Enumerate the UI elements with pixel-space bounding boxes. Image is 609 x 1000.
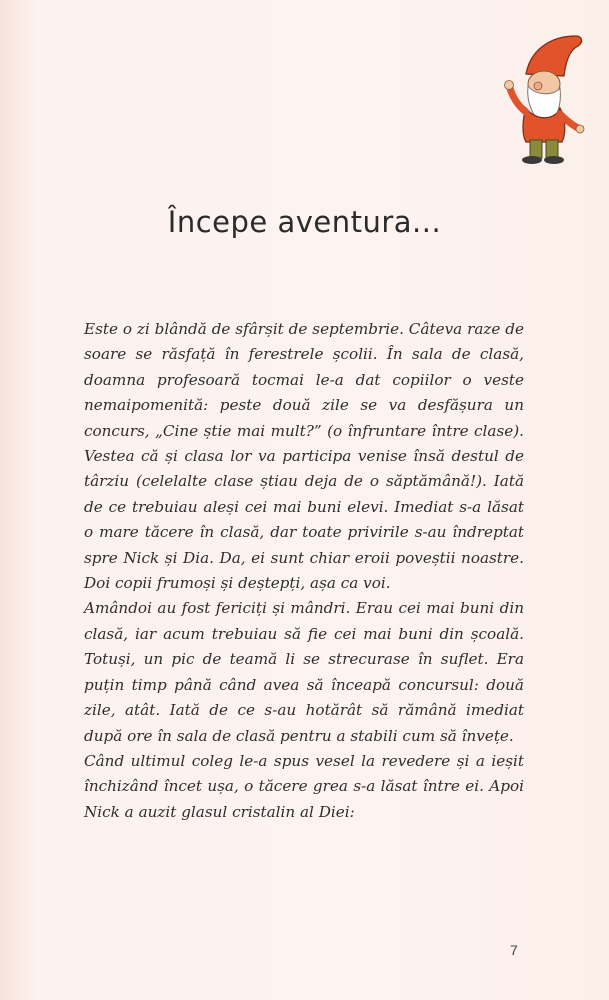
paragraph: Amândoi au fost fericiți și mândri. Erau cei mai buni din clasă, iar acum trebuiau să fie cei mai buni din școală. Totuși, un pic de teamă li se strecurase în suflet. Era puțin timp până când avea să înceapă concursul: două zile, atât. Iată de ce s-au hotărât să rămână imediat după ore în sala de clasă pentru a stabili cum să învețe.: [84, 599, 524, 745]
chapter-title: Începe aventura...: [167, 205, 442, 239]
page-number: 7: [510, 942, 518, 958]
gnome-illustration-icon: [496, 30, 592, 168]
paragraph: Este o zi blândă de sfârșit de septembrie. Câteva raze de soare se răsfață în ferestrele școlii. În sala de clasă, doamna profesoară tocmai le-a dat copiilor o veste nemaipomenită: peste două zile se va desfășura un concurs, „Cine știe mai mult?” (o înfruntare între clase). Vestea că și clasa lor va participa venise însă destul de târziu (celelalte clase știau deja de o săptămână!). Iată de ce trebuiau aleși cei mai buni elevi. Imediat s-a lăsat o mare tăcere în clasă, dar toate privirile s-au îndreptat spre Nick și Dia. Da, ei sunt chiar eroii poveștii noastre. Doi copii frumoși și deștepți, așa ca voi.: [84, 320, 524, 593]
chapter-body: [84, 317, 524, 825]
paragraph: Când ultimul coleg le-a spus vesel la revedere și a ieșit închizând încet ușa, o tăcere grea s-a lăsat între ei. Apoi Nick a auzit glasul cristalin al Diei:: [84, 751, 524, 821]
